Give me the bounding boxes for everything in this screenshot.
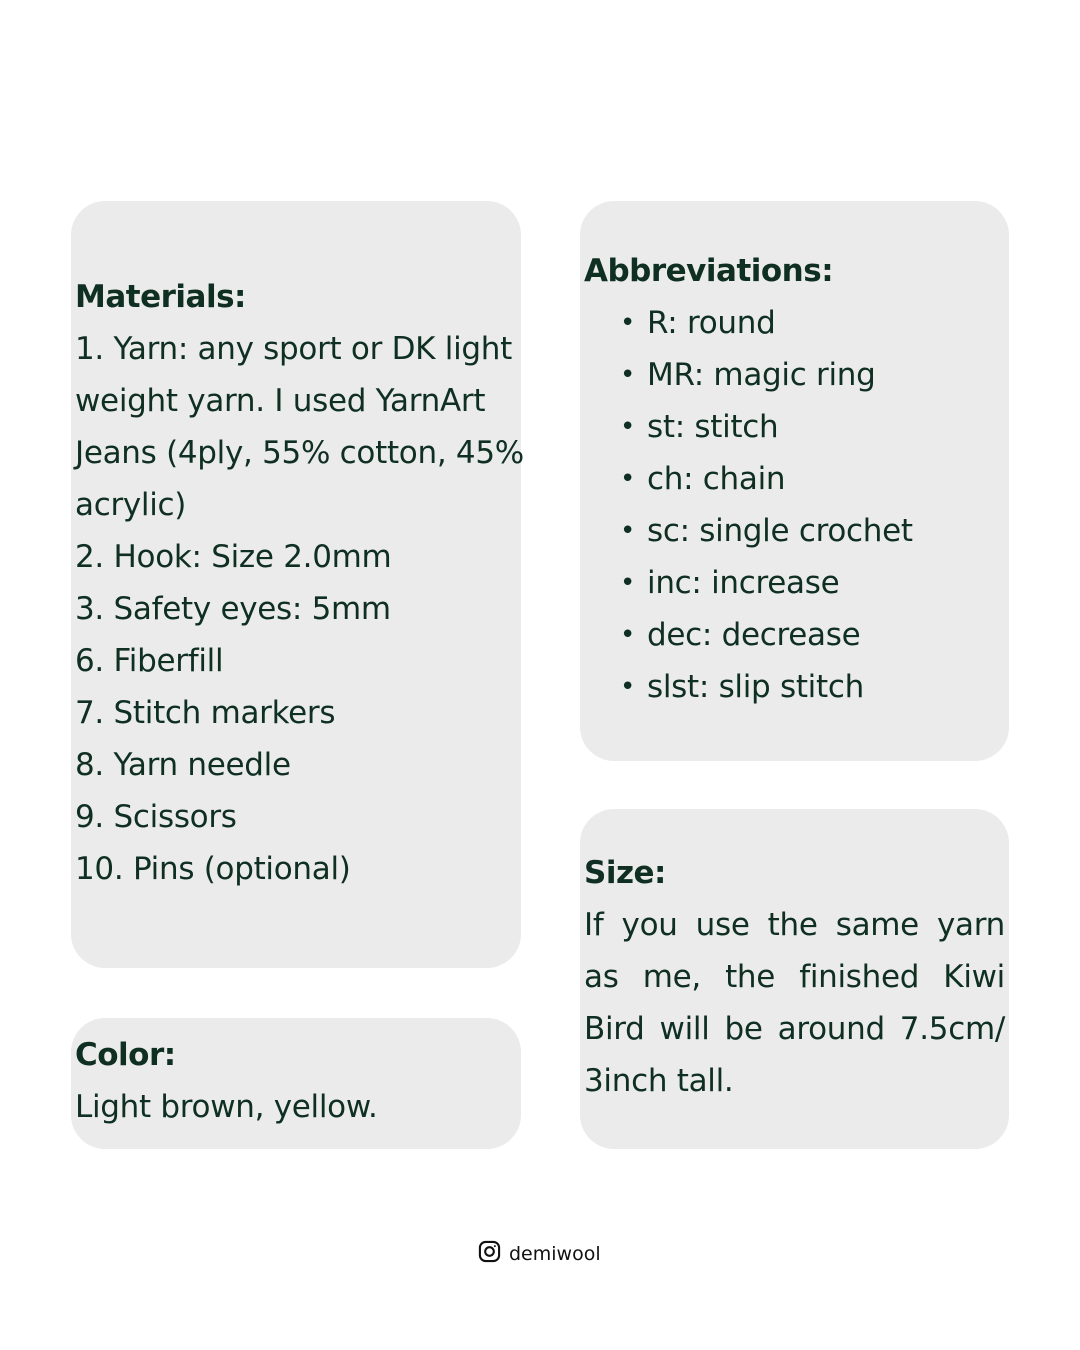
materials-line: 2. Hook: Size 2.0mm bbox=[75, 539, 392, 575]
list-item bbox=[620, 453, 1009, 505]
materials-line: 7. Stitch markers bbox=[75, 695, 336, 731]
list-item bbox=[620, 505, 1009, 557]
list-item bbox=[620, 661, 1009, 713]
abbreviation-text: MR: magic ring bbox=[647, 357, 876, 393]
list-item bbox=[620, 557, 1009, 609]
abbreviations-list bbox=[584, 297, 1009, 713]
materials-line: 3. Safety eyes: 5mm bbox=[75, 591, 391, 627]
materials-card bbox=[71, 201, 524, 968]
abbreviation-text: inc: increase bbox=[647, 565, 840, 601]
abbreviation-text: sc: single crochet bbox=[647, 513, 913, 549]
list-item bbox=[620, 401, 1009, 453]
bullet-icon: • bbox=[620, 308, 636, 338]
size-title: Size: bbox=[584, 855, 666, 891]
abbreviation-text: R: round bbox=[647, 305, 776, 341]
bullet-icon: • bbox=[620, 672, 636, 702]
materials-line: Jeans (4ply, 55% cotton, 45% bbox=[75, 435, 524, 471]
bullet-icon: • bbox=[620, 516, 636, 546]
color-title: Color: bbox=[75, 1037, 176, 1073]
abbreviation-text: ch: chain bbox=[647, 461, 786, 497]
instagram-handle: demiwool bbox=[509, 1243, 601, 1265]
abbreviation-text: st: stitch bbox=[647, 409, 779, 445]
materials-title: Materials: bbox=[75, 279, 246, 315]
abbreviations-card bbox=[580, 201, 1009, 761]
materials-line: 10. Pins (optional) bbox=[75, 851, 351, 887]
instagram-icon bbox=[478, 1240, 501, 1268]
color-card bbox=[71, 1018, 521, 1149]
bullet-icon: • bbox=[620, 412, 636, 442]
bullet-icon: • bbox=[620, 464, 636, 494]
materials-line: 1. Yarn: any sport or DK light bbox=[75, 331, 512, 367]
list-item bbox=[620, 609, 1009, 661]
bullet-icon: • bbox=[620, 360, 636, 390]
color-text: Light brown, yellow. bbox=[75, 1089, 378, 1125]
footer-handle[interactable] bbox=[478, 1240, 601, 1268]
size-text: If you use the same yarn as me, the finished Kiwi Bird will be around 7.5cm/ 3inch tall. bbox=[584, 907, 1005, 1099]
bullet-icon: • bbox=[620, 620, 636, 650]
materials-line: weight yarn. I used YarnArt bbox=[75, 383, 486, 419]
materials-line: acrylic) bbox=[75, 487, 187, 523]
bullet-icon: • bbox=[620, 568, 636, 598]
abbreviations-title: Abbreviations: bbox=[584, 253, 834, 289]
materials-line: 9. Scissors bbox=[75, 799, 237, 835]
list-item bbox=[620, 349, 1009, 401]
materials-line: 6. Fiberfill bbox=[75, 643, 224, 679]
abbreviation-text: dec: decrease bbox=[647, 617, 861, 653]
list-item bbox=[620, 297, 1009, 349]
size-card bbox=[580, 809, 1009, 1149]
materials-line: 8. Yarn needle bbox=[75, 747, 291, 783]
abbreviation-text: slst: slip stitch bbox=[647, 669, 864, 705]
